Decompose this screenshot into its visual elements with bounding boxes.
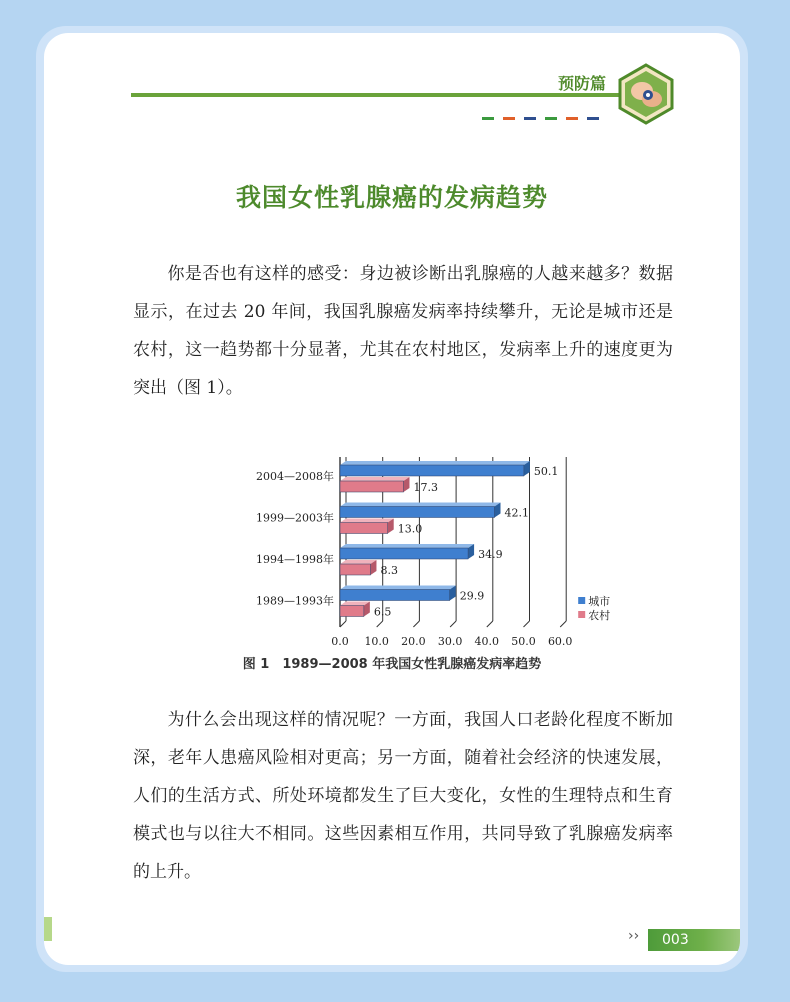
data-label: 8.3	[380, 564, 398, 577]
grid-line-foot	[413, 621, 419, 627]
legend-swatch-城市	[578, 597, 585, 604]
page-number: 003	[648, 929, 740, 951]
article-title: 我国女性乳腺癌的发病趋势	[235, 183, 548, 212]
bar-城市	[340, 507, 495, 518]
paragraph-intro: 你是否也有这样的感受：身边被诊断出乳腺癌的人越来越多？数据显示，在过去 20 年间，我国乳腺癌发病率持续攀升，无论是城市还是农村，这一趋势都十分显著，尤其在农村地区，发病率上升的速度更为突出（图 1）。	[133, 264, 673, 398]
bar-top-face	[340, 477, 409, 481]
bar-top-face	[340, 503, 501, 507]
dash-4	[566, 117, 578, 120]
bar-top-face	[340, 586, 456, 590]
grid-line-foot	[450, 621, 456, 627]
dash-3	[545, 117, 557, 120]
x-tick-label: 10.0	[364, 635, 389, 648]
dash-0	[482, 117, 494, 120]
dash-5	[587, 117, 599, 120]
paragraph-explanation: 为什么会出现这样的情况呢？一方面，我国人口老龄化程度不断加深，老年人患癌风险相对更高；另一方面，随着社会经济的快速发展，人们的生活方式、所处环境都发生了巨大变化，女性的生理特点和生育模式也与以往大不相同。这些因素相互作用，共同导致了乳腺癌发病率的上升。	[133, 710, 673, 882]
section-label: 预防篇	[558, 74, 607, 93]
bar-城市	[340, 465, 524, 476]
grid-line-foot	[560, 621, 566, 627]
category-label: 1994—1998年	[256, 553, 334, 566]
grid-line-foot	[340, 621, 346, 627]
category-label: 2004—2008年	[256, 470, 334, 483]
bar-城市	[340, 590, 450, 601]
grid-line-foot	[487, 621, 493, 627]
grid-line-foot	[377, 621, 383, 627]
data-label: 29.9	[459, 589, 485, 603]
x-tick-label: 0.0	[331, 635, 349, 648]
data-label: 6.5	[373, 605, 392, 619]
figure-caption: 图 1 1989—2008 年我国女性乳腺癌发病率趋势	[242, 657, 542, 672]
bar-top-face	[340, 560, 376, 564]
grid-line-foot	[524, 621, 530, 627]
breast-care-icon	[618, 63, 674, 125]
x-tick-label: 50.0	[511, 635, 536, 648]
x-tick-label: 20.0	[401, 635, 426, 648]
x-tick-label: 60.0	[547, 635, 573, 648]
bar-城市	[340, 548, 468, 559]
legend-label: 农村	[588, 609, 611, 622]
bar-农村	[340, 606, 364, 617]
bar-农村	[340, 481, 403, 492]
dash-2	[524, 117, 536, 120]
page-arrows: ››	[628, 928, 640, 944]
incidence-bar-chart	[214, 433, 614, 653]
data-label: 50.1	[533, 465, 559, 478]
dash-1	[503, 117, 515, 120]
bar-农村	[340, 523, 388, 534]
x-tick-label: 30.0	[437, 635, 463, 648]
data-label: 13.0	[397, 522, 423, 536]
decorative-dashes	[482, 105, 622, 109]
legend-label: 城市	[588, 595, 611, 608]
data-label: 17.3	[413, 481, 438, 494]
bar-top-face	[340, 519, 394, 523]
x-tick-label: 40.0	[474, 635, 500, 648]
legend-swatch-农村	[578, 611, 585, 618]
bar-农村	[340, 564, 370, 575]
data-label: 42.1	[504, 506, 530, 520]
data-label: 34.9	[478, 548, 503, 561]
margin-tab	[44, 917, 52, 941]
bar-top-face	[340, 544, 474, 548]
bar-top-face	[340, 461, 530, 465]
category-label: 1989—1993年	[256, 594, 334, 608]
category-label: 1999—2003年	[256, 511, 334, 525]
book-page	[44, 33, 740, 965]
